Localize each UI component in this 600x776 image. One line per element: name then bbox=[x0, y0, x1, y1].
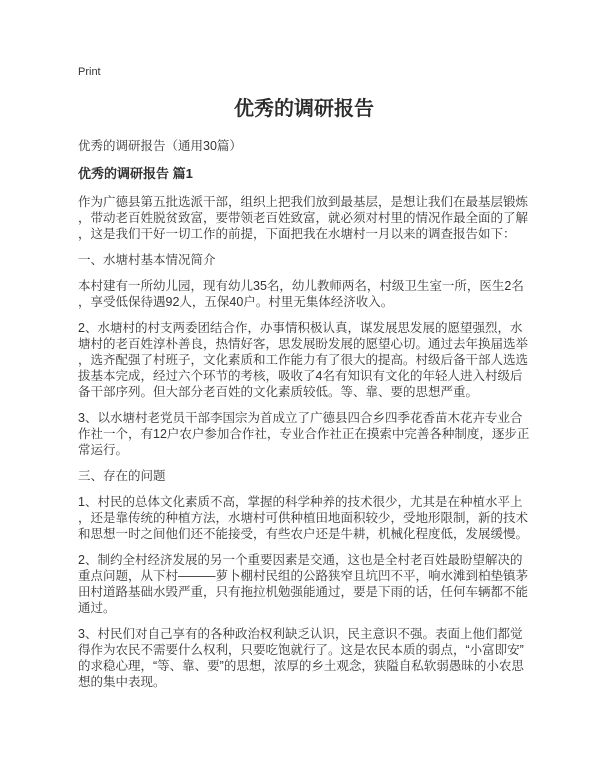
page-title: 优秀的调研报告 bbox=[234, 98, 374, 120]
paragraph-problem-rights: 3、村民们对自己享有的各种政治权利缺乏认识，民主意识不强。表面上他们都觉得作为农民不需要什么权利，只要吃饱就行了。这是农民本质的弱点，“小富即安”的求稳心理，“等、靠、要”的思想，浓厚的乡土观念，狭隘自私软弱愚昧的小农思想的集中表现。 bbox=[78, 627, 524, 689]
print-link[interactable]: Print bbox=[78, 66, 101, 78]
document-subtitle: 优秀的调研报告（通用30篇） bbox=[78, 139, 242, 153]
paragraph-problem-literacy: 1、村民的总体文化素质不高，掌握的科学种养的技术很少，尤其是在种植水平上，还是靠传统的种植方法，水塘村可供种植田地面积较少，受地形限制，新的技术和思想一时之间他们还不能接受，有些农户还是牛耕，机械化程度低，发展缓慢。 bbox=[78, 495, 529, 541]
paragraph-village-committee: 2、水塘村的村支两委团结合作，办事情积极认真，谋发展思发展的愿望强烈，水塘村的老百姓淳朴善良，热情好客，思发展盼发展的愿望心切。通过去年换届选举，选齐配强了村班子，文化素质和工作能力有了很大的提高。村级后备干部人选选拔基本完成，经过六个环节的考核，吸收了4名有知识有文化的年轻人进入村级后备干部序列。但大部分老百姓的文化素质较低。等、靠、要的思想严重。 bbox=[78, 321, 529, 399]
article-heading: 优秀的调研报告 篇1 bbox=[78, 166, 193, 181]
section-heading-basic-situation: 一、水塘村基本情况简介 bbox=[78, 253, 216, 267]
paragraph-village-facilities: 本村建有一所幼儿园，现有幼儿35名，幼儿教师两名，村级卫生室一所，医生2名，享受低保待遇92人，五保40户。村里无集体经济收入。 bbox=[78, 279, 524, 309]
paragraph-intro: 作为广德县第五批选派干部，组织上把我们放到最基层，是想让我们在最基层锻炼，带动老百姓脱贫致富，要带领老百姓致富，就必须对村里的情况作最全面的了解，这是我们干好一切工作的前提，下面把我在水塘村一月以来的调查报告如下： bbox=[78, 195, 529, 241]
paragraph-cooperative: 3、以水塘村老党员干部李国宗为首成立了广德县四合乡四季花香苗木花卉专业合作社一个，有12户农户参加合作社，专业合作社正在摸索中完善各种制度，逐步正常运行。 bbox=[78, 411, 530, 457]
paragraph-problem-transport: 2、制约全村经济发展的另一个重要因素是交通，这也是全村老百姓最盼望解决的重点问题，从下村———萝卜棚村民组的公路狭窄且坑凹不平，响水滩到柏垫镇茅田村道路基础水毁严重，只有拖拉机勉强能通过，要是下雨的话，任何车辆都不能通过。 bbox=[78, 553, 529, 615]
section-heading-problems: 三、存在的问题 bbox=[78, 469, 166, 483]
